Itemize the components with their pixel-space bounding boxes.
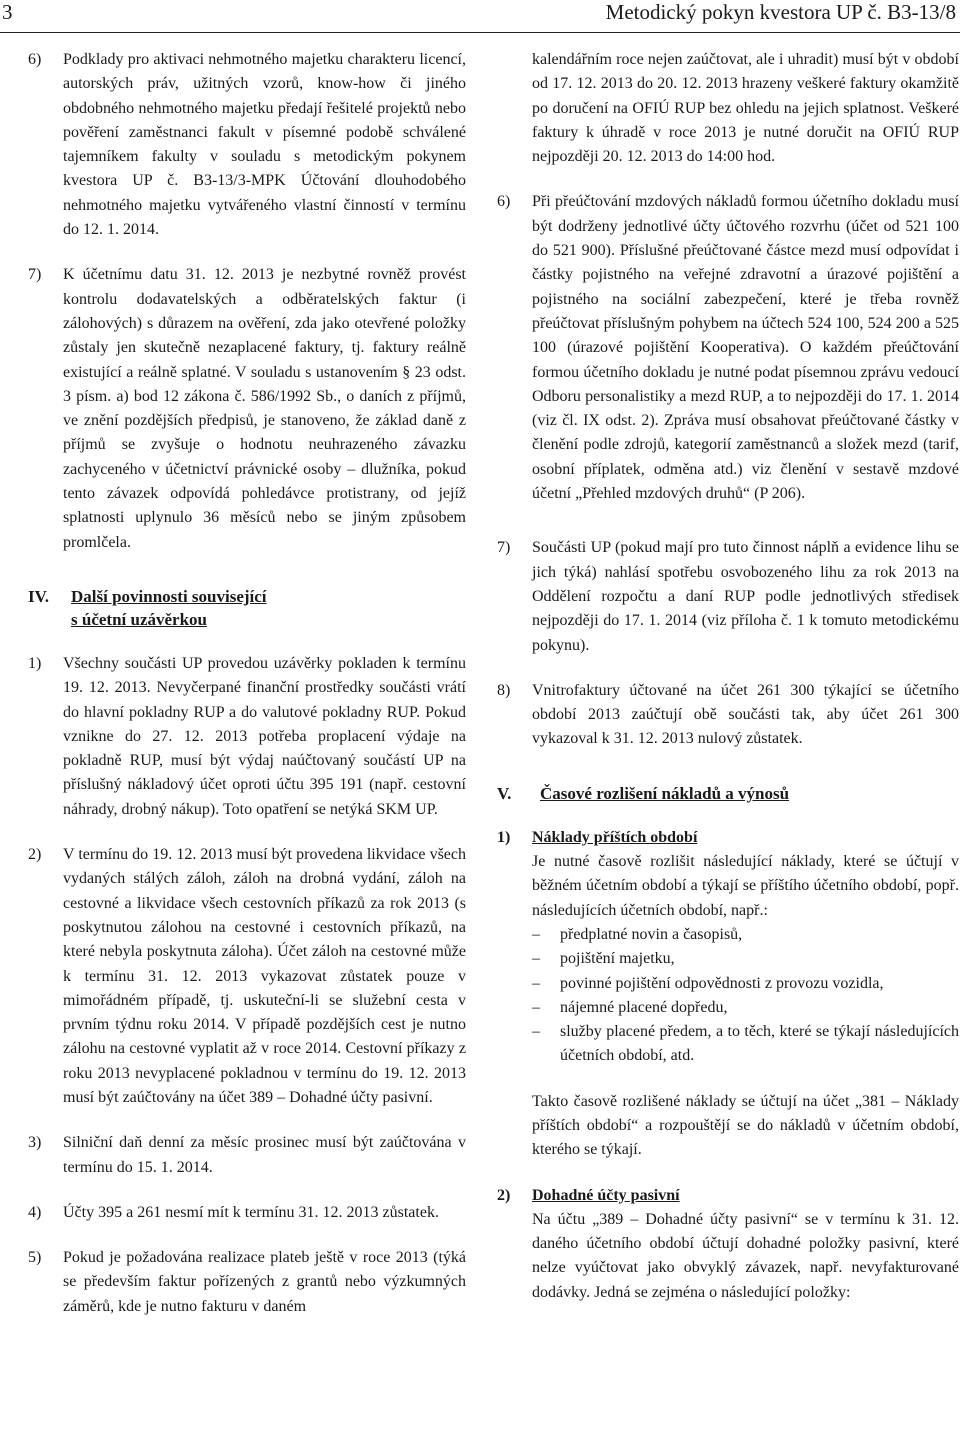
dash-list-item: – služby placené předem, a to těch, které se týkají následujících účetních období, atd. [532,1023,959,1065]
subsection-text: Na účtu „389 – Dohadné účty pasivní“ se v termínu k 31. 12. daného účetního období účtují dohadné položky pasivní, které nelze vyúčtovat jako obvyklý závazek, např. nevyfakturované dodávky. Jedná se zejména o následující položky: [532,1210,959,1301]
item-number: 8) [497,681,511,699]
dash-list-item: – nájemné placené dopředu, [532,998,728,1016]
list-item [28,1246,466,1319]
list-item [497,679,959,752]
item-text: Vnitrofaktury účtované na účet 261 300 týkající se účetního období 2013 zaúčtují obě součásti tak, aby účet 261 300 vykazoval k 31. 12. 2013 nulový zůstatek. [532,681,959,748]
item-text: Všechny součásti UP provedou uzávěrky pokladen k termínu 19. 12. 2013. Nevyčerpané finanční prostředky součásti vrátí do hlavní pokladny RUP a do valutové pokladny RUP. Pokud vznikne do 27. 12. 2013 potřeba proplacení výdaje na pokladně RUP, musí být výdaj naúčtovaný součástí UP na příslušný nákladový účet oproti účtu 395 191 (např. cestovní náhrady, drobný nákup). Toto opatření se netýká SKM UP. [63,654,466,818]
subsection-heading: Náklady příštích období [532,828,698,846]
item-number: 2) [497,1186,511,1204]
list-item [28,263,466,555]
item-number: 1) [497,828,511,846]
item-number: 6) [497,193,511,211]
section-number: IV. [28,586,49,606]
list-item-continuation [497,48,959,169]
list-item [28,652,466,822]
section-heading-iv [28,585,466,631]
section-title: Časové rozlišení nákladů a výnosů [540,783,790,803]
item-number: 1) [28,654,42,672]
item-text: Při přeúčtování mzdových nákladů formou účetního dokladu musí být dodrženy jednotlivé účty účtového rozvrhu (účet od 521 100 do 521 900). Příslušné přeúčtované částce mezd musí odpovídat i částky pojistného na veřejné zdravotní a úrazové pojištění a pojistného na sociální zabezpečení, které je třeba rovněž přeúčtovat příslušným pohybem na účtech 524 100, 524 200 a 525 100 (úrazové pojištění Kooperativa). O každém přeúčtování formou účetního dokladu je nutné podat písemnou zprávu vedoucí Odboru personalistiky a mezd RUP, a to nejpozději do 17. 1. 2014 (viz čl. IX odst. 2). Zpráva musí obsahovat přeúčtované částky v členění podle zdrojů, kategorií zaměstnanců a složek mezd (tarif, osobní příplatek, odměna atd.) viz členění v sestavě mzdové účetní „Přehled mzdových druhů“ (P 206). [532,193,959,503]
item-number: 7) [497,539,511,557]
page-header [0,0,960,33]
page-number: 3 [2,0,13,24]
left-column [28,48,466,1319]
dash-list-item: – pojištění majetku, [532,950,675,968]
item-number: 5) [28,1249,42,1267]
list-item [497,536,959,657]
item-text: Podklady pro aktivaci nehmotného majetku charakteru licencí, autorských práv, užitných vzorů, know-how či jiného obdobného nehmotného majetku předají řešitelé projektů nebo pověření zaměstnanci fakult v písemné podobě schválené tajemníkem fakulty v souladu s metodickým pokynem kvestora UP č. B3-13/3-MPK Účtování dlouhodobého nehmotného majetku vytvářeného vlastní činností v termínu do 12. 1. 2014. [63,51,466,239]
item-text: Silniční daň denní za měsíc prosinec musí být zaúčtována v termínu do 15. 1. 2014. [63,1134,466,1176]
dash-list [532,923,959,1069]
subsection-heading: Dohadné účty pasivní [532,1186,680,1204]
dash-list-item: – předplatné novin a časopisů, [532,925,743,943]
list-item [28,1201,466,1225]
dash-list-item: – povinné pojištění odpovědnosti z provozu vozidla, [532,974,884,992]
running-title: Metodický pokyn kvestora UP č. B3-13/8 [605,0,956,24]
item-number: 4) [28,1203,42,1221]
item-number: 2) [28,846,42,864]
item-text: Pokud je požadována realizace plateb ještě v roce 2013 (týká se především faktur pořízených z grantů nebo výzkumných záměrů, kde je nutno fakturu v daném [63,1249,466,1315]
list-item [28,843,466,1110]
subsection-intro: Je nutné časově rozlišit následující náklady, které se účtují v běžném účetním období a týkají se příštího účetního období, popř. následujících účetních období, např.: [532,853,959,919]
section-title-line: Další povinnosti související [71,586,267,606]
list-item [28,1131,466,1180]
subsection-closing: Takto časově rozlišené náklady se účtují na účet „381 – Náklady příštích období“ a rozpouštějí se do nákladů v účetním období, kterého se týkají. [532,1092,959,1159]
item-text: Účty 395 a 261 nesmí mít k termínu 31. 12. 2013 zůstatek. [63,1203,439,1221]
subsection [497,826,959,1163]
item-number: 7) [28,266,42,284]
item-text: K účetnímu datu 31. 12. 2013 je nezbytné rovněž provést kontrolu dodavatelských a odběratelských faktur (i zálohových) s důrazem na ověření, zda jako otevřené položky zůstaly jen skutečně nezaplacené faktury, tj. faktury reálně existující a reálně splatné. V souladu s ustanovením § 23 odst. 3 písm. a) bod 12 zákona č. 586/1992 Sb., o daních z příjmů, ve znění pozdějších předpisů, je stanoveno, že základ daně z příjmů se zvyšuje o hodnotu neuhrazeného závazku zachyceného v účetnictví právnické osoby – dlužníka, pokud tento závazek odpovídá pohledávce protistrany, od jejíž splatnosti uplynulo 36 měsíců nebo se jiným způsobem promlčela. [63,266,466,551]
item-number: 6) [28,51,42,68]
item-text: V termínu do 19. 12. 2013 musí být provedena likvidace všech vydaných stálých záloh, záloh na drobná vydání, záloh na cestovné a likvidace všech cestovních příkazů za rok 2013 (s poskytnutou zálohou na cestovné i cestovních příkazů, na které nebyla poskytnuta záloha). Účet záloh na cestovné může k termínu 31. 12. 2013 vykazovat zůstatek pouze v mimořádném případě, tj. uskuteční-li se služební cesta v prvním týdnu roku 2014. V případě pozdějších cest je nutno zálohu na cestovné vyplatit až v roce 2014. Cestovní příkazy z roku 2013 nevyplacené pokladnou v termínu do 19. 12. 2013 musí být zaúčtovány na účet 389 – Dohadné účty pasivní. [63,846,466,1106]
list-item [28,48,466,242]
item-text: Součásti UP (pokud mají pro tuto činnost náplň a evidence lihu se jich týká) nahlásí spotřebu osvobozeného lihu za rok 2013 na Oddělení rozpočtu a daní RUP podle jednotlivých středisek nejpozději do 17. 1. 2014 (viz příloha č. 1 k tomuto metodickému pokynu). [532,539,959,654]
item-text: kalendářním roce nejen zaúčtovat, ale i uhradit) musí být v období od 17. 12. 2013 do 20. 12. 2013 hrazeny veškeré faktury okamžitě po doručení na OFIÚ RUP bez ohledu na jejich splatnost. Veškeré faktury k úhradě v roce 2013 je nutné doručit na OFIÚ RUP nejpozději 20. 12. 2013 do 14:00 hod. [532,51,959,166]
item-number: 3) [28,1134,42,1152]
section-number: V. [497,783,512,803]
section-title-line: s účetní uzávěrkou [71,609,207,629]
section-heading-v [497,782,959,805]
right-column [497,48,959,1305]
subsection [497,1184,959,1305]
list-item [497,190,959,506]
